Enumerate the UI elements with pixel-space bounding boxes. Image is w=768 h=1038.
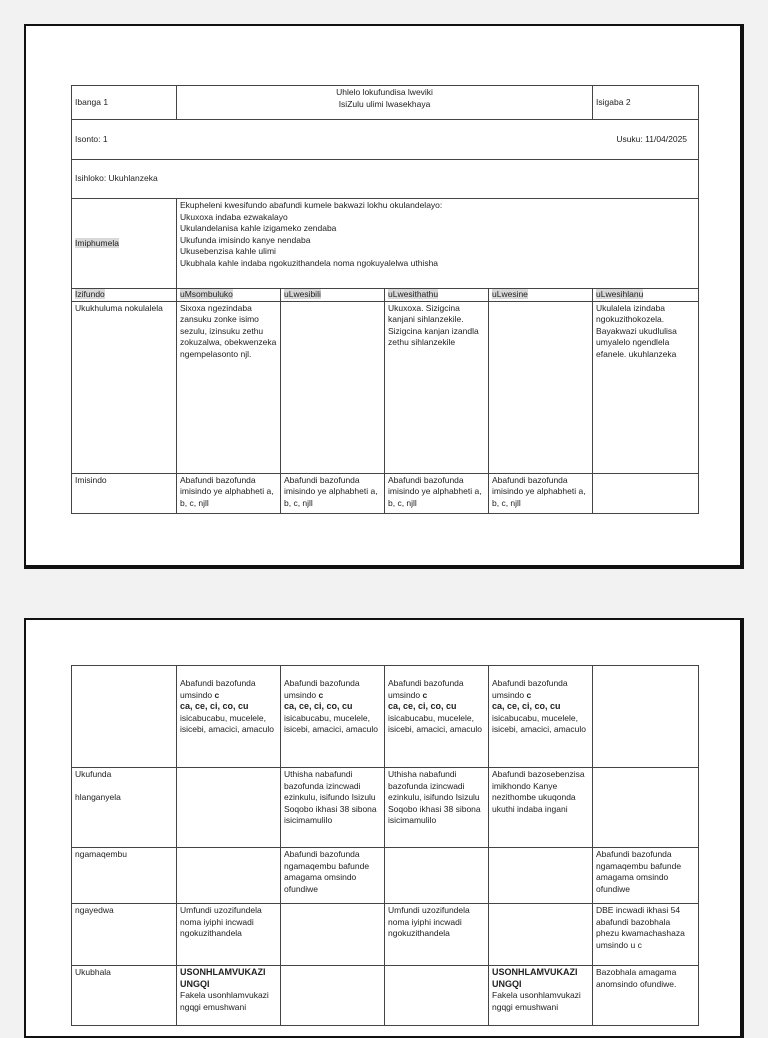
cell-writing-thu: USONHLAMVUKAZI UNGQI Fakela usonhlamvukazi ngqgi emushwani: [489, 966, 593, 1026]
header-monday: uMsombuluko: [177, 289, 281, 302]
cell-group-mon: [177, 848, 281, 904]
outcome-item: Ukuxoxa indaba ezwakalayo: [180, 211, 288, 222]
cell-independent-mon: Umfundi uzozifundela noma iyiphi incwadi ngokuzithandela: [177, 904, 281, 966]
cell-writing-tue: [281, 966, 385, 1026]
outcome-item: Ukusebenzisa kahle ulimi: [180, 246, 276, 256]
cell-shared-wed: Uthisha nabafundi bazofunda izincwadi ezinkulu, isifundo Isizulu Soqobo ikhasi 38 sibona isicimamulilo: [385, 768, 489, 848]
date-label: Usuku: 11/04/2025: [616, 133, 688, 144]
document-page-1: [24, 24, 744, 569]
plan-title: Uhlelo lokufundisa lweviki IsiZulu ulimi lwasekhaya: [177, 86, 593, 120]
cell-phonics-thu: Abafundi bazofunda imisindo ye alphabheti a, b, c, njll: [489, 473, 593, 513]
cell-phonics-fri: [593, 473, 699, 513]
cell-independent-fri: DBE incwadi ikhasi 54 abafundi bazobhala phezu kwamachashaza umsindo u c: [593, 904, 699, 966]
row-label-listening: Ukukhuluma nokulalela: [72, 301, 177, 473]
cell-phonics-tue: Abafundi bazofunda imisindo ye alphabheti a, b, c, njll: [281, 473, 385, 513]
term-cell: Isigaba 2: [593, 86, 699, 120]
cell-phonics-c-thu: Abafundi bazofunda umsindo c ca, ce, ci, co, cu isicabucabu, mucelele, isicebi, amacici, amaculo: [489, 666, 593, 768]
cell-shared-tue: Uthisha nabafundi bazofunda izincwadi ezinkulu, isifundo Isizulu Soqobo ikhasi 38 sibona isicimamulilo: [281, 768, 385, 848]
cell-phonics-mon: Abafundi bazofunda imisindo ye alphabheti a, b, c, njll: [177, 473, 281, 513]
row-label-writing: Ukubhala: [72, 966, 177, 1026]
cell-shared-mon: [177, 768, 281, 848]
header-subjects: Izifundo: [72, 289, 177, 302]
cell-independent-thu: [489, 904, 593, 966]
row-label-phonics: Imisindo: [72, 473, 177, 513]
cell-listening-mon: Sixoxa ngezindaba zansuku zonke isimo sezulu, izinsuku zethu zokuzalwa, obekwenzeka ngempelasonto njl.: [177, 301, 281, 473]
outcome-item: Ukufunda imisindo kanye nendaba: [180, 234, 311, 245]
lesson-plan-table: [71, 85, 699, 514]
document-page-2: [24, 618, 744, 1038]
cell-listening-thu: [489, 301, 593, 473]
cell-writing-mon: USONHLAMVUKAZI UNGQI Fakela usonhlamvukazi ngqgi emushwani: [177, 966, 281, 1026]
week-date-row: [72, 120, 699, 160]
cell-independent-wed: Umfundi uzozifundela noma iyiphi incwadi ngokuzithandela: [385, 904, 489, 966]
row-label-group-reading: ngamaqembu: [72, 848, 177, 904]
header-thursday: uLwesine: [489, 289, 593, 302]
cell-group-tue: Abafundi bazofunda ngamaqembu bafunde amagama omsindo ofundiwe: [281, 848, 385, 904]
cell-phonics-c-mon: Abafundi bazofunda umsindo c ca, ce, ci, co, cu isicabucabu, mucelele, isicebi, amacici, amaculo: [177, 666, 281, 768]
cell-listening-fri: Ukulalela izindaba ngokuzithokozela. Bayakwazi ukudlulisa umyalelo ngendlela efanele. ukuhlanzeka: [593, 301, 699, 473]
cell-writing-fri: Bazobhala amagama anomsindo ofundiwe.: [593, 966, 699, 1026]
header-friday: uLwesihlanu: [593, 289, 699, 302]
row-label-shared-reading: Ukufunda hlanganyela: [72, 768, 177, 848]
row-label-independent: ngayedwa: [72, 904, 177, 966]
cell-listening-tue: [281, 301, 385, 473]
outcome-item: Ekupheleni kwesifundo abafundi kumele bakwazi lokhu okulandelayo:: [180, 200, 443, 210]
header-wednesday: uLwesithathu: [385, 289, 489, 302]
cell-shared-fri: [593, 768, 699, 848]
header-tuesday: uLwesibili: [281, 289, 385, 302]
lesson-plan-table-continued: [71, 665, 699, 1026]
cell-phonics-c-fri: [593, 666, 699, 768]
cell-independent-tue: [281, 904, 385, 966]
cell-listening-wed: Ukuxoxa. Sizigcina kanjani sihlanzekile. Sizigcina kanjan izandla zethu sihlanzekile: [385, 301, 489, 473]
cell-writing-wed: [385, 966, 489, 1026]
cell-shared-thu: Abafundi bazosebenzisa imikhondo Kanye nezithombe ukuqonda ukuthi indaba ingani: [489, 768, 593, 848]
cell-phonics-wed: Abafundi bazofunda imisindo ye alphabheti a, b, c, njll: [385, 473, 489, 513]
cell-group-wed: [385, 848, 489, 904]
outcome-item: Ukubhala kahle indaba ngokuzithandela noma ngokuyalelwa uthisha: [180, 257, 439, 268]
cell-phonics-c-wed: Abafundi bazofunda umsindo c ca, ce, ci, co, cu isicabucabu, mucelele, isicebi, amacici, amaculo: [385, 666, 489, 768]
outcomes-list: [177, 199, 699, 289]
topic-row: Isihloko: Ukuhlanzeka: [72, 160, 699, 199]
week-label: Isonto: 1: [75, 133, 108, 144]
outcomes-label: Imiphumela: [72, 199, 177, 289]
cell-group-thu: [489, 848, 593, 904]
grade-cell: Ibanga 1: [72, 86, 177, 120]
cell-group-fri: Abafundi bazofunda ngamaqembu bafunde amagama omsindo ofundiwe: [593, 848, 699, 904]
cell-phonics-c-tue: Abafundi bazofunda umsindo c ca, ce, ci, co, cu isicabucabu, mucelele, isicebi, amacici, amaculo: [281, 666, 385, 768]
outcome-item: Ukulandelanisa kahle izigameko zendaba: [180, 223, 337, 233]
row-label-phonics-cont: [72, 666, 177, 768]
